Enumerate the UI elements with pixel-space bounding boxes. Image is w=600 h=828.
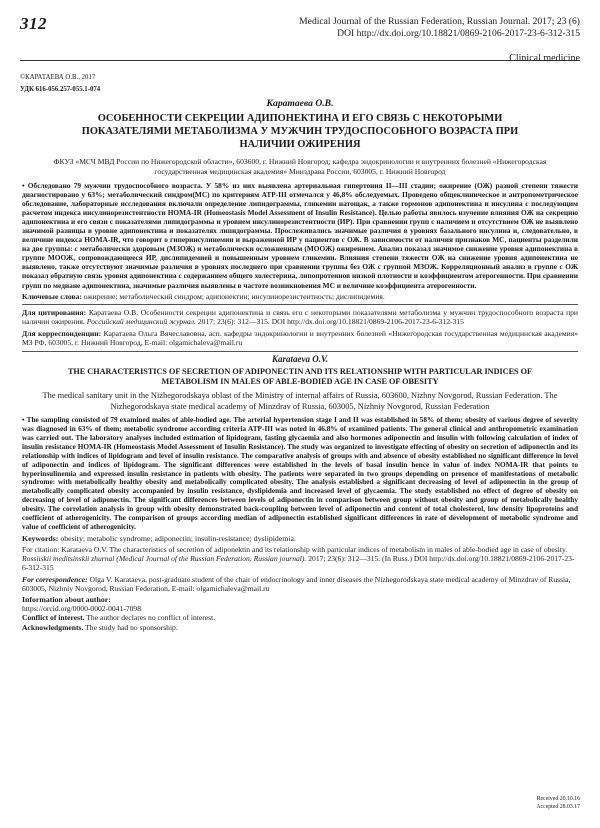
citation-tail-en: 2017; 23(6): 312—315. (In Russ.) DOI http://dx.doi.org/10.18821/0869-2106-2017-23-6-312-315	[22, 554, 575, 573]
abstract-en: • The sampling consisted of 79 examined males of able-bodied age. The arterial hypertension stage I and II was established in 58% of them; obesity of various degree of severity was diagnosed in 63% of them; metabolic syndrome according criteria ATP-III was noted in 46.8% of examined patients. The general clinical and anthropometric examination was carried out. The laboratory analyses included estimation of lipidogram, fasting glycaemia and also hormones adiponectin and insulin with following calculation of index of insulin resistance HOMA-IR (Homeostasis Model Assessment of Insulin Resistance). The study was organized to investigate effecting of obesity on secretion of adiponectin and its relationship with indices of lipidogram and level of insulin resistance. The comparative analysis of groups with and absence of obesity established no significant difference in level of adiponectin and indices of lipidogram. The significant differences were established in the levels of basal insulin hence in value of index NOMA-IR that points to hyperinsulinemia and expressed insulin resistance in patients with obesity. The patients were separated in two groups depending on presence of manifestations of metabolic syndrome: with metabolically healthy obesity and metabolically complicated obesity. The analysis established a significant decreasing of level of adiponectin in the group of metabolically complicated obesity accompanied by insulin resistance, dyslipidemia and increased level of glycaemia. The study established no effect of degree of obesity on decreasing of level of adiponectin. The significant differences between levels of adiponectin in comparison between group without obesity and group of metabolically healthy obesity. The correlation analysis in group with obesity demonstrated back-coupling between level of adiponectin and content of total cholesterol, low density lipoproteins and coefficient of atherogenicity. The comparison of groups according median of adiponectin established significant differences in rate of development of metabolic syndrome and value of coefficient of atherogenicity.	[22, 414, 578, 532]
conflict-of-interest	[22, 613, 578, 622]
keywords-label-ru: Ключевые слова:	[22, 291, 82, 301]
keywords-ru	[22, 292, 578, 301]
section-label: Clinical medicine	[509, 53, 580, 64]
citation-journal-ru: Российский медицинский журнал.	[86, 317, 196, 327]
keywords-text-en: obesity; metabolic syndrome; adiponectin; insulin-resistance; dyslipidemia.	[58, 534, 296, 544]
citation-text-ru: Каратаева О.В. Особенности секреции адипонектина и связь его с некоторыми показателями метаболизма у мужчин трудоспособного возраста при наличии ожирения.	[22, 307, 579, 327]
section-divider	[22, 304, 578, 305]
journal-line: Medical Journal of the Russian Federation, Russian Journal. 2017; 23 (6)	[299, 16, 580, 27]
correspondence-text-en: Olga V. Karataeva, post-graduate student of the chair of endocrinology and inner diseases the Nizhegorodskaya state medical academy of Minzdrav of Russia, 603005, Nizhniy Novgorod, Russian Federation, E-mail: olgamichaleva@mail.ru	[22, 574, 571, 594]
affiliation-ru: ФКУЗ «МСЧ МВД России по Нижегородской области», 603600, г. Нижний Новгород; кафедра эндокринологии и внутренних болезней «Нижегородская государственная медицинская академия» Минздрава России, 603005, г. Нижний Новгород	[53, 157, 547, 176]
citation-en	[22, 545, 578, 573]
page-number: 312	[20, 14, 47, 33]
citation-ru	[22, 308, 578, 327]
correspondence-en	[22, 575, 578, 594]
ack-text: The study had no sponsorship.	[83, 622, 178, 632]
header-rule	[20, 60, 580, 61]
correspondence-text-ru: Каратаева Ольга Вячеславовна, асп. кафедры эндокринологии и внутренних болезней «Нижегородская государственная медицинская академия» МЗ РФ, 603005, г. Нижний Новгород, E-mail: olgamichaleva@mail.ru	[22, 328, 578, 348]
accepted-date: Accepted 28.03.17	[536, 804, 580, 810]
doi-line: DOI http://dx.doi.org/10.18821/0869-2106-2017-23-6-312-315	[337, 28, 580, 40]
author-en: Karataeva O.V.	[271, 353, 329, 364]
keywords-en	[22, 534, 578, 543]
correspondence-ru	[22, 329, 578, 348]
correspondence-label-ru: Для корреспонденции:	[22, 328, 102, 338]
received-accepted-dates	[536, 795, 580, 811]
ack-label: Acknowledgments.	[22, 622, 84, 632]
title-ru: ОСОБЕННОСТИ СЕКРЕЦИИ АДИПОНЕКТИНА И ЕГО СВЯЗЬ С НЕКОТОРЫМИ ПОКАЗАТЕЛЯМИ МЕТАБОЛИЗМА У МУЖЧИН ТРУДОСПОСОБНОГО ВОЗРАСТА ПРИ НАЛИЧИИ ОЖИРЕНИЯ	[81, 113, 519, 150]
article-body	[22, 99, 578, 632]
title-en: THE CHARACTERISTICS OF SECRETION OF ADIPONECTIN AND ITS RELATIONSHIP WITH PARTICULAR INDICES OF METABOLISM IN MALES OF ABLE-BODIED AGE IN CASE OF OBESITY	[67, 367, 533, 387]
citation-label-ru: Для цитирования:	[22, 307, 87, 317]
udk-code: УДК 616-056.257-055.1-074	[20, 86, 101, 93]
correspondence-label-en: For correspondence:	[22, 574, 88, 584]
running-header	[220, 16, 580, 41]
keywords-text-ru: ожирение; метаболический синдром; адипонектин; инсулинорезистентность; дислипидемия.	[81, 291, 385, 301]
citation-text-en: For citation: Karataeva O.V. The characteristics of secretion of adiponektin and its relationship with particular indices of metabolism in males of able-bodied age in case of obesity.	[22, 544, 568, 554]
author-info-heading: Information about author:	[22, 594, 111, 604]
received-date: Received 20.10.16	[536, 796, 580, 802]
keywords-label-en: Keywords:	[22, 534, 59, 544]
citation-journal-en: Rossiiskii meditsinskii zhurnal (Medical Journal of the Russian Federation, Russian journal).	[22, 554, 307, 564]
acknowledgments	[22, 623, 578, 632]
author-ru: Каратаева О.В.	[266, 98, 334, 109]
conflict-label: Conflict of interest.	[22, 613, 85, 623]
section-divider	[22, 351, 578, 352]
orcid-link[interactable]: https://orcid.org/0000-0002-0041-7098	[22, 604, 142, 614]
abstract-ru: • Обследовано 79 мужчин трудоспособного возраста. У 58% из них выявлена артериальная гипертония II—III стадии; ожирение (ОЖ) разной степени тяжести диагностировано у 63%; метаболический синдром(МС) по критериям АТР-III отмечался у 46,8% обследуемых. Проведено общеклиническое и антропометрическое обследование, лабораторные исследования включали определение липидограммы, гликемии натощак, а также гормонов адипонектина и инсулина с последующим расчетом индекса инсулинорезистентности HOMA-IR (Homeostasis Model Assessment of Insulin Resistance). Целью работы явилось изучение влияния ОЖ на секрецию адипонектина и его связи с показателями липидограммы и уровнем инсулинорезистентности (ИР). При сравнении групп с наличием и отсутствием ОЖ не выявлено значимой разницы в уровне адипонектина и показателях липидограммы. Прослеживались значимые различия в уровнях базального инсулина и, следовательно, в величине индекса НОМА-IR, что говорит о гиперинсулинемии и выраженной ИР у пациентов с ОЖ. В зависимости от наличия признаков МС, пациенты разделили на две группы: с метаболически здоровым (МЗОЖ) и метаболически осложненным (МООЖ) ожирением. Анализ показал значимое снижение уровня адипонектина в группе МООЖ, сопровождающееся ИР, дислипидемией и повышенным уровнем гликемии. Влияния степени тяжести ОЖ на снижение уровня адипонектина не выявлено, также отсутствуют значимые различия в уровнях последнего при сравнении группы без ОЖ с группой МЗОЖ. Корреляционный анализ в группе с ОЖ показал обратную связь уровня адипонектина с содержанием общего холестерина, липопротеинов низкой плотности и коэффициентом атерогенности. При сравнении групп по медиане адипонектина, значимые различия выявлены в частоте возникновения МС и величине коэффициента атерогенности.	[22, 181, 578, 290]
copyright-note: ©КАРАТАЕВА О.В., 2017	[20, 74, 96, 81]
citation-tail-ru: 2017; 23(6): 312—315. DOI http://dx.doi.org/10.18821/0869-2106-2017-23-6-312-315	[195, 317, 464, 327]
affiliation-en: The medical sanitary unit in the Nizhegorodskaya oblast of the Ministry of internal affairs of Russia, 603600, Nizhny Novgorod, Russian Federation. The Nizhegorodskaya state medical academy of Minzdrav of Russia, 603005, Nizhniy Novgorod, Russian Federation	[42, 391, 558, 411]
conflict-text: The author declares no conflict of interest.	[84, 613, 216, 623]
